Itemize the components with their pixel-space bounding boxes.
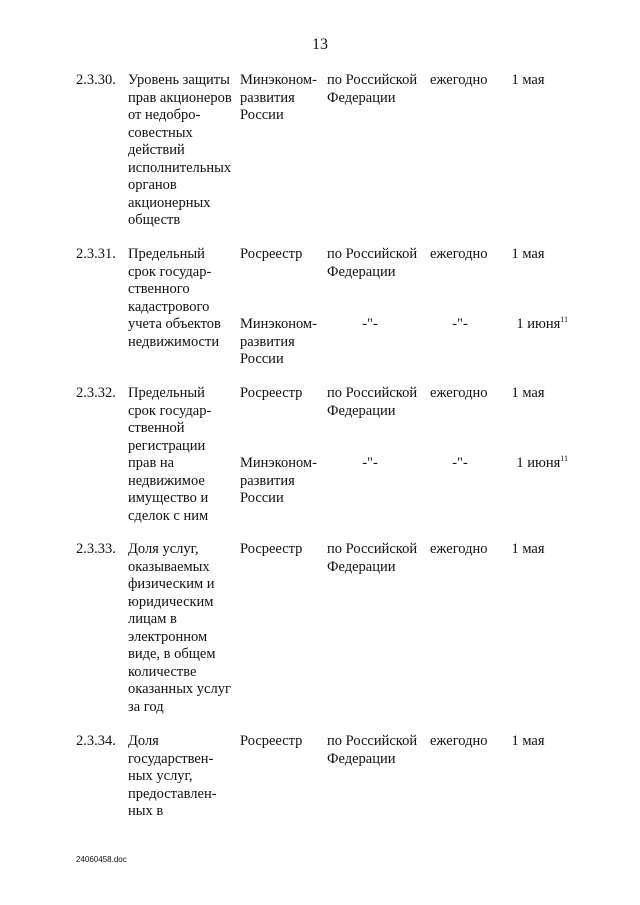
ditto-mark: -"-: [452, 455, 468, 471]
responsible-org: Росреестр: [240, 541, 303, 557]
deadline-date-secondary: 1 июня$^{11}$: [516, 454, 568, 471]
deadline-date: 1 мая: [511, 72, 545, 88]
deadline-date-secondary: 1 июня$^{11}$: [516, 315, 568, 332]
row-number: 2.3.30.: [76, 72, 116, 88]
ditto-mark: -"-: [452, 316, 468, 332]
territory: по Российской Федерации: [327, 72, 418, 106]
frequency: ежегодно: [430, 733, 488, 749]
row-number: 2.3.33.: [76, 541, 116, 557]
responsible-org: Росреестр: [240, 246, 303, 262]
indicator-name: Предельный срок государ- ственного кадастрового учета объектов недвижимости: [128, 246, 221, 350]
deadline-date: 1 мая: [511, 733, 545, 749]
row-number: 2.3.34.: [76, 733, 116, 749]
indicator-name: Доля услуг, оказываемых физическим и юридическим лицам в электронном виде, в общем количестве оказанных услуг за год: [128, 541, 231, 715]
responsible-org-secondary: Минэконом- развития России: [240, 316, 317, 367]
indicator-name: Доля государствен- ных услуг, предоставлен- ных в: [128, 733, 217, 819]
frequency: ежегодно: [430, 72, 488, 88]
ditto-mark: -"-: [362, 455, 378, 471]
frequency: ежегодно: [430, 385, 488, 401]
ditto-mark: -"-: [362, 316, 378, 332]
page-number: 13: [312, 36, 328, 53]
responsible-org: Росреестр: [240, 385, 303, 401]
territory: по Российской Федерации: [327, 733, 418, 767]
responsible-org: Росреестр: [240, 733, 303, 749]
responsible-org: Минэконом- развития России: [240, 72, 317, 123]
frequency: ежегодно: [430, 541, 488, 557]
responsible-org-secondary: Минэконом- развития России: [240, 455, 317, 506]
footnote-marker: 11: [560, 454, 568, 464]
territory: по Российской Федерации: [327, 246, 418, 280]
footnote-marker: 11: [560, 315, 568, 325]
document-filename: 24060458.doc: [76, 855, 127, 864]
deadline-date: 1 мая: [511, 246, 545, 262]
frequency: ежегодно: [430, 246, 488, 262]
row-number: 2.3.31.: [76, 246, 116, 262]
deadline-date: 1 мая: [511, 541, 545, 557]
deadline-date: 1 мая: [511, 385, 545, 401]
indicator-name: Предельный срок государ- ственной регистрации прав на недвижимое имущество и сделок с ним: [128, 385, 212, 524]
territory: по Российской Федерации: [327, 385, 418, 419]
territory: по Российской Федерации: [327, 541, 418, 575]
indicator-name: Уровень защиты прав акционеров от недобро- совестных действий исполнительных органов акционерных обществ: [128, 72, 232, 228]
row-number: 2.3.32.: [76, 385, 116, 401]
